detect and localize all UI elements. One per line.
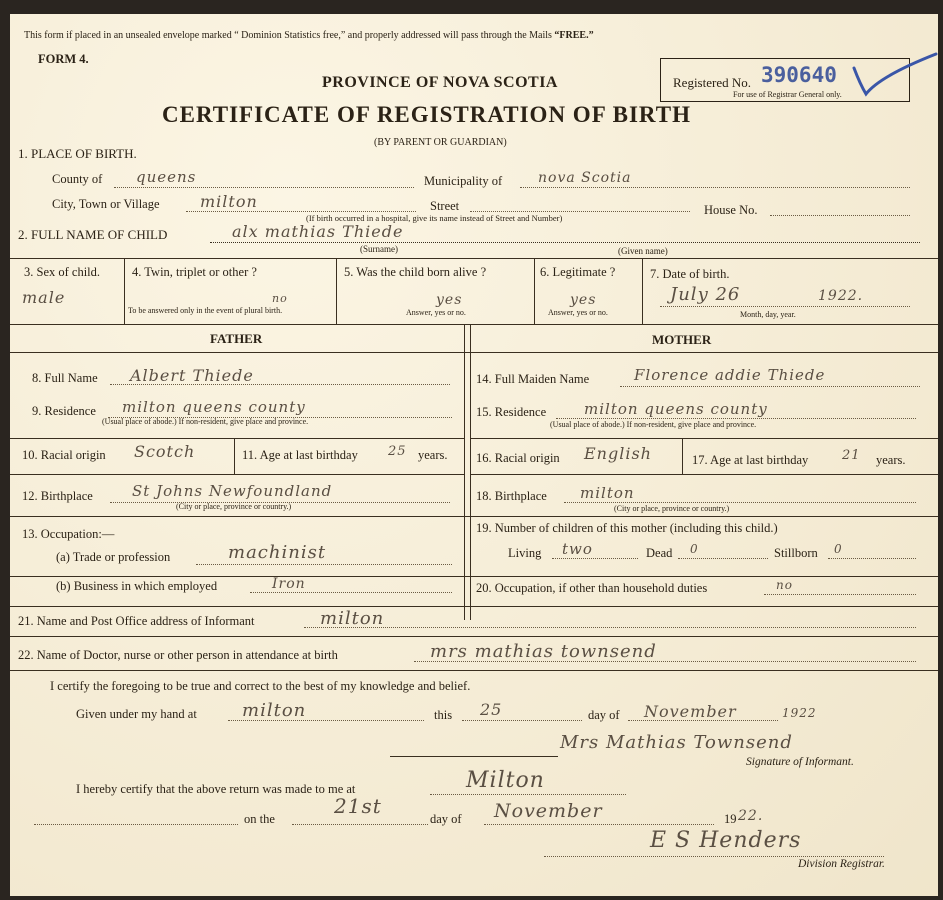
mother-name-value: Florence addie Thiede: [634, 366, 826, 384]
mother-birthplace-value: milton: [580, 484, 635, 502]
mother-residence-value: milton queens county: [584, 400, 768, 418]
county-value: queens: [136, 168, 197, 186]
twin-value: no: [272, 292, 288, 305]
envelope-note: This form if placed in an unsealed envelope marked “ Dominion Statistics free,” and properly addressed will pass through the Mails “FREE.”: [24, 30, 594, 41]
checkmark-icon: [850, 50, 938, 100]
registrar-note: For use of Registrar General only.: [733, 90, 842, 99]
stillborn-label: Stillborn: [774, 546, 818, 560]
informant-label: 21. Name and Post Office address of Informant: [18, 614, 255, 628]
father-years-label: years.: [418, 448, 448, 462]
house-label: House No.: [704, 203, 758, 217]
city-label: City, Town or Village: [52, 197, 160, 211]
child-name-label: 2. FULL NAME OF CHILD: [18, 227, 168, 242]
father-residence-label: 9. Residence: [32, 404, 96, 418]
dob-note: Month, day, year.: [740, 310, 796, 319]
registrar-year-prefix: 19: [724, 812, 737, 826]
legitimate-note: Answer, yes or no.: [548, 308, 608, 317]
dob-label: 7. Date of birth.: [650, 267, 730, 281]
alive-value: yes: [436, 292, 463, 308]
page-subtitle: (BY PARENT OR GUARDIAN): [374, 137, 507, 148]
given-place-value: milton: [242, 700, 307, 721]
registrar-year-value: 22.: [738, 808, 764, 824]
form-number: FORM 4.: [38, 52, 89, 66]
certify-month-value: November: [644, 702, 737, 721]
father-residence-value: milton queens county: [122, 398, 306, 416]
certify-day-of-label: day of: [588, 708, 620, 722]
sex-label: 3. Sex of child.: [24, 265, 101, 279]
father-racial-value: Scotch: [134, 442, 196, 461]
legitimate-value: yes: [570, 292, 597, 308]
mother-birthplace-note: (City or place, province or country.): [614, 504, 730, 513]
registrar-month-value: November: [494, 800, 603, 822]
mother-age-label: 17. Age at last birthday: [692, 453, 809, 467]
business-value: Iron: [272, 576, 306, 592]
province-title: PROVINCE OF NOVA SCOTIA: [322, 74, 558, 91]
living-value: two: [562, 540, 593, 558]
registrar-on-label: on the: [244, 812, 275, 826]
informant-signature: Mrs Mathias Townsend: [560, 732, 793, 753]
father-residence-note: (Usual place of abode.) If non-resident, give place and province.: [102, 417, 309, 426]
father-name-label: 8. Full Name: [32, 371, 98, 385]
certify-year-value: 1922: [782, 706, 817, 720]
mother-occupation-value: no: [776, 578, 793, 592]
mother-racial-label: 16. Racial origin: [476, 451, 560, 465]
father-birthplace-value: St Johns Newfoundland: [132, 482, 333, 500]
county-label: County of: [52, 172, 103, 186]
dob-year: 1922.: [818, 288, 864, 304]
given-name-label: (Given name): [618, 246, 668, 256]
street-label: Street: [430, 199, 460, 213]
legitimate-label: 6. Legitimate ?: [540, 265, 616, 279]
twin-note: To be answered only in the event of plural birth.: [128, 306, 283, 315]
mother-heading: MOTHER: [652, 332, 712, 347]
mother-name-label: 14. Full Maiden Name: [476, 372, 590, 386]
mother-residence-note: (Usual place of abode.) If non-resident, give place and province.: [550, 420, 757, 429]
registrar-day-value: 21st: [334, 794, 382, 818]
street-note: (If birth occurred in a hospital, give its name instead of Street and Number): [306, 213, 563, 223]
twin-label: 4. Twin, triplet or other ?: [132, 265, 257, 279]
place-heading: 1. PLACE OF BIRTH.: [18, 146, 137, 161]
dead-label: Dead: [646, 546, 673, 560]
certify-text: I certify the foregoing to be true and correct to the best of my knowledge and belief.: [50, 679, 471, 693]
page-title: CERTIFICATE OF REGISTRATION OF BIRTH: [162, 102, 691, 127]
dob-value: July 26: [670, 284, 741, 305]
this-label: this: [434, 708, 453, 722]
registrar-signature: E S Henders: [650, 828, 802, 853]
trade-label: (a) Trade or profession: [56, 550, 171, 564]
father-heading: FATHER: [210, 331, 263, 346]
sex-value: male: [22, 288, 66, 307]
mother-occupation-label: 20. Occupation, if other than household duties: [476, 581, 708, 595]
alive-note: Answer, yes or no.: [406, 308, 466, 317]
mother-residence-label: 15. Residence: [476, 405, 547, 419]
municipality-label: Municipality of: [424, 174, 503, 188]
informant-signature-label: Signature of Informant.: [746, 756, 854, 768]
dead-value: 0: [690, 542, 699, 556]
father-racial-label: 10. Racial origin: [22, 448, 106, 462]
business-label: (b) Business in which employed: [56, 579, 218, 593]
mother-age-value: 21: [842, 448, 861, 463]
registrar-signature-label: Division Registrar.: [798, 858, 885, 870]
informant-value: milton: [320, 608, 385, 629]
municipality-value: nova Scotia: [538, 170, 632, 186]
mother-birthplace-label: 18. Birthplace: [476, 489, 547, 503]
mother-years-label: years.: [876, 453, 906, 467]
trade-value: machinist: [228, 542, 327, 563]
father-birthplace-label: 12. Birthplace: [22, 489, 93, 503]
registrar-place-value: Milton: [466, 768, 545, 793]
surname-label: (Surname): [360, 244, 398, 254]
registered-number: 390640: [761, 63, 837, 87]
certify-day-value: 25: [480, 700, 503, 719]
doctor-label: 22. Name of Doctor, nurse or other person in attendance at birth: [18, 648, 338, 662]
father-birthplace-note: (City or place, province or country.): [176, 502, 292, 511]
living-label: Living: [508, 546, 542, 560]
children-label: 19. Number of children of this mother (including this child.): [476, 521, 778, 535]
city-value: milton: [200, 192, 258, 211]
father-name-value: Albert Thiede: [130, 366, 254, 385]
mother-racial-value: English: [584, 444, 652, 463]
alive-label: 5. Was the child born alive ?: [344, 265, 487, 279]
registrar-certify-text: I hereby certify that the above return was made to me at: [76, 782, 356, 796]
child-name-value: alx mathias Thiede: [232, 222, 404, 241]
father-age-value: 25: [388, 444, 407, 459]
registrar-day-of-label: day of: [430, 812, 462, 826]
doctor-value: mrs mathias townsend: [430, 641, 657, 662]
father-occupation-label: 13. Occupation:—: [22, 527, 115, 541]
given-under-label: Given under my hand at: [76, 707, 197, 721]
certificate-sheet: [10, 14, 938, 896]
stillborn-value: 0: [834, 542, 843, 556]
father-age-label: 11. Age at last birthday: [242, 448, 358, 462]
registered-label: Registered No.: [673, 75, 751, 90]
